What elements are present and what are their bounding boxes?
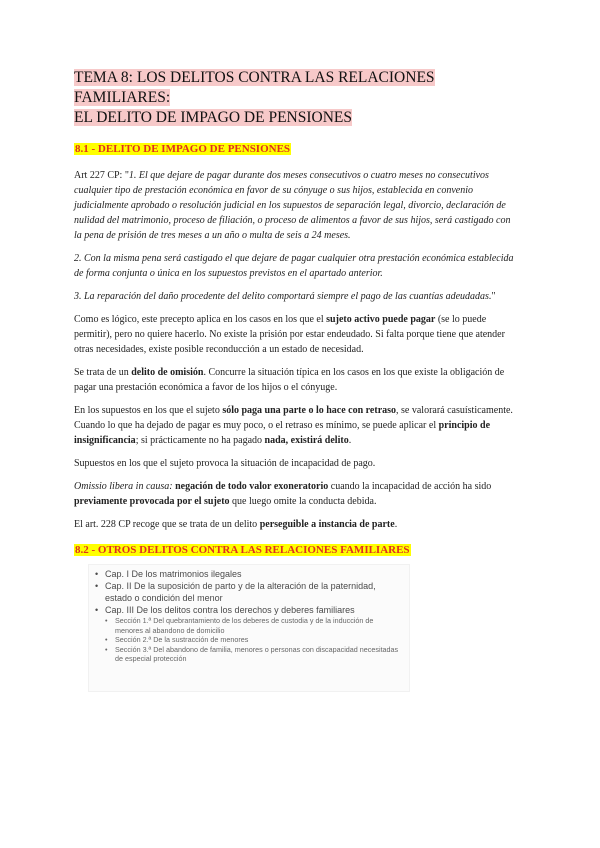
title-line-1: TEMA 8: LOS DELITOS CONTRA LAS RELACIONES FAMILIARES:: [74, 69, 435, 106]
list-item: • Cap. II De la suposición de parto y de la alteración de la paternidad, estado o condición del menor: [95, 580, 403, 604]
article-227-paragraph-3: [74, 289, 520, 304]
section-1-heading: 8.1 - DELITO DE IMPAGO DE PENSIONES: [75, 143, 291, 155]
text-run: Como es lógico, este precepto aplica en los casos en los que el: [74, 314, 327, 325]
bold-run: nada, existirá delito: [264, 435, 349, 446]
list-subitem: • Sección 1.ª Del quebrantamiento de los deberes de custodia y de la inducción de menores al abandono de domicilio: [95, 616, 403, 635]
text-run: ; si prácticamente no ha pagado: [135, 435, 265, 446]
chapters-figure: [88, 564, 410, 692]
paragraph-art-228: [74, 517, 520, 532]
bold-run: delito de omisión: [131, 367, 204, 378]
text-run: cuando la incapacidad de acción ha sido: [328, 481, 492, 492]
bold-run: sujeto activo puede pagar: [326, 314, 436, 325]
article-227-paragraph-1: [74, 168, 520, 243]
text-run: (se lo puede permitir), pero no quiere hacerlo. No existe la prisión por estar endeudado. Si falta porque tiene que atender otras necesidades, existe posible reconducción a un estado de necesidad.: [74, 314, 505, 355]
text-run: . Concurre la situación típica en los casos en los que existe la obligación de pagar una prestación económica a favor de los hijos o el cónyuge.: [74, 367, 505, 393]
article-text-3: 3. La reparación del daño procedente del delito comportará siempre el pago de las cuantías adeudadas.: [74, 291, 492, 302]
article-227-paragraph-2: 2. Con la misma pena será castigado el que dejare de pagar cualquier otra prestación económica establecida de forma conjunta o única en los supuestos previstos en el apartado anterior.: [74, 253, 514, 279]
bold-run: previamente provocada por el sujeto: [74, 496, 230, 507]
list-subitem: • Sección 3.ª Del abandono de familia, menores o personas con discapacidad necesitadas de especial protección: [95, 645, 403, 664]
text-run: Se trata de un: [74, 367, 132, 378]
paragraph-pago-parcial: [74, 403, 520, 448]
paragraph-omissio-libera: [74, 479, 520, 509]
title-line-2: EL DELITO DE IMPAGO DE PENSIONES: [74, 109, 352, 126]
bold-run: negación de todo valor exoneratorio: [175, 481, 329, 492]
document-page: [74, 68, 520, 692]
paragraph-supuestos: Supuestos en los que el sujeto provoca la situación de incapacidad de pago.: [74, 458, 376, 469]
list-item: • Cap. I De los matrimonios ilegales: [95, 568, 403, 580]
list-item: • Cap. III De los delitos contra los derechos y deberes familiares: [95, 604, 403, 616]
bold-run: sólo paga una parte o lo hace con retraso: [222, 405, 397, 416]
text-run: , se valorará casuísticamente. Cuando lo que ha dejado de pagar es muy poco, o el retraso es mínimo, se puede aplicar el: [74, 405, 513, 431]
article-text-1: 1. El que dejare de pagar durante dos meses consecutivos o cuatro meses no consecutivos cualquier tipo de prestación económica en favor de su cónyuge o sus hijos, establecida en convenio judicialmente aprobado o resolución judicial en los supuestos de separación legal, divorcio, declaración de nulidad del matrimonio, proceso de filiación, o proceso de alimentos a favor de sus hijos, será castigado con la pena de prisión de tres meses a un año o multa de seis a 24 meses.: [74, 170, 511, 241]
list-subitem: • Sección 2.ª De la sustracción de menores: [95, 635, 403, 645]
text-run: .: [348, 435, 352, 446]
paragraph-sujeto-activo: [74, 312, 520, 357]
article-close-quote: ": [491, 291, 496, 302]
text-run: En los supuestos en los que el sujeto: [74, 405, 223, 416]
text-run: .: [394, 519, 398, 530]
paragraph-delito-omision: [74, 365, 520, 395]
italic-run: Omissio libera in causa:: [74, 481, 173, 492]
bold-run: principio de insignificancia: [74, 420, 491, 446]
bold-run: perseguible a instancia de parte: [259, 519, 395, 530]
text-run: El art. 228 CP recoge que se trata de un delito: [74, 519, 260, 530]
text-run: que luego omite la conducta debida.: [229, 496, 377, 507]
section-2-heading: 8.2 - OTROS DELITOS CONTRA LAS RELACIONES FAMILIARES: [75, 544, 410, 556]
page-title: [74, 68, 520, 128]
article-lead: Art 227 CP: ": [74, 170, 129, 181]
